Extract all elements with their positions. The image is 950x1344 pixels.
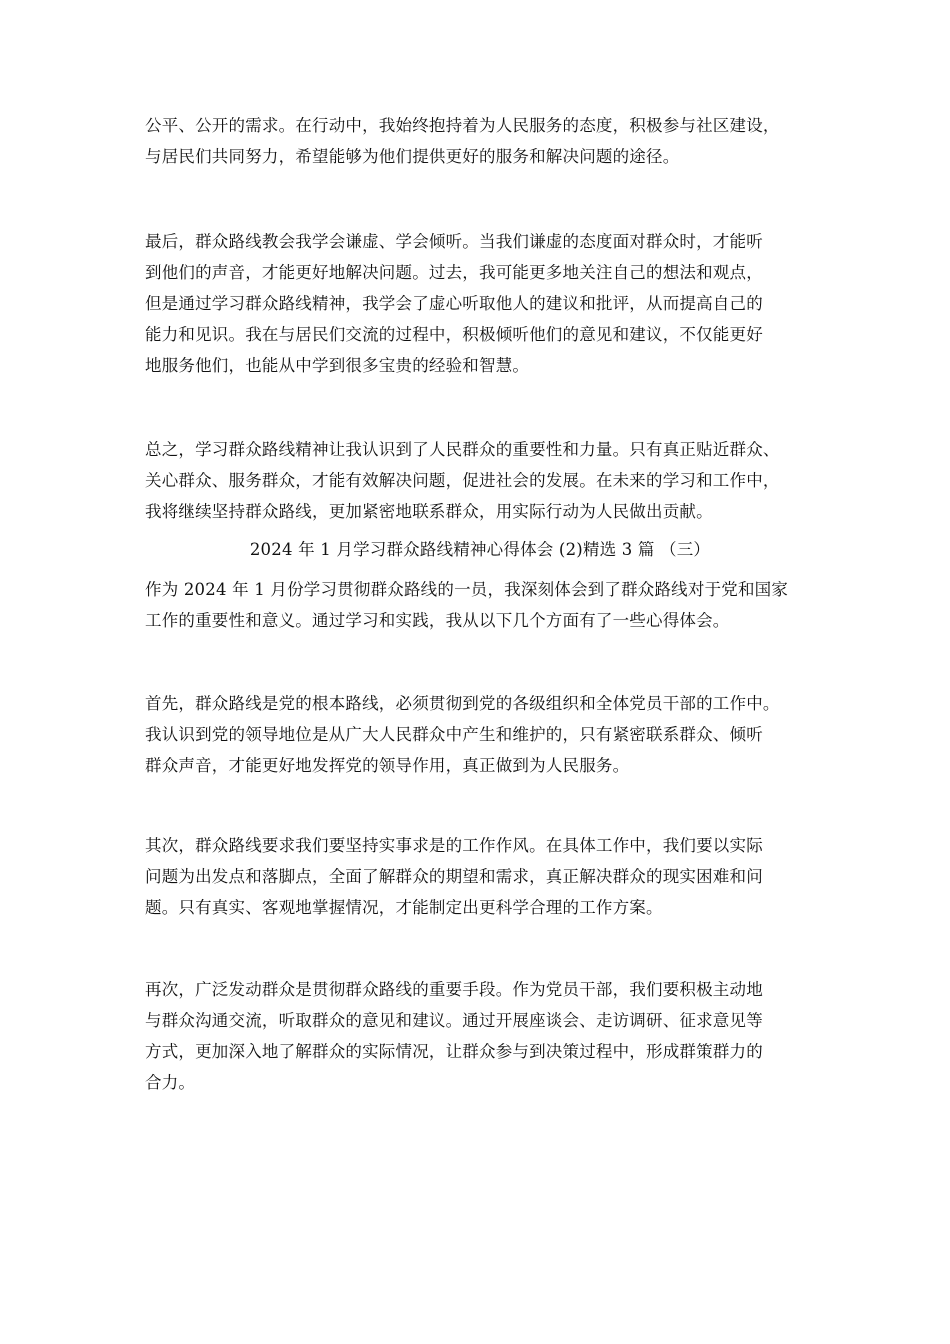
text-line: 工作的重要性和意义。通过学习和实践，我从以下几个方面有了一些心得体会。 bbox=[145, 611, 730, 630]
text-line: 能力和见识。我在与居民们交流的过程中，积极倾听他们的意见和建议，不仅能更好 bbox=[145, 325, 763, 344]
text-line: 其次，群众路线要求我们要坚持实事求是的工作作风。在具体工作中，我们要以实际 bbox=[145, 836, 763, 855]
text-line: 到他们的声音，才能更好地解决问题。过去，我可能更多地关注自己的想法和观点， bbox=[145, 263, 763, 282]
paragraph-2 bbox=[145, 226, 815, 381]
paragraph-7 bbox=[145, 974, 815, 1098]
text-line: 作为 2024 年 1 月份学习贯彻群众路线的一员，我深刻体会到了群众路线对于党和国家 bbox=[145, 580, 789, 599]
text-line: 地服务他们，也能从中学到很多宝贵的经验和智慧。 bbox=[145, 356, 530, 375]
text-line: 方式，更加深入地了解群众的实际情况，让群众参与到决策过程中，形成群策群力的 bbox=[145, 1042, 763, 1061]
text-line: 公平、公开的需求。在行动中，我始终抱持着为人民服务的态度，积极参与社区建设， bbox=[145, 116, 780, 135]
paragraph-6 bbox=[145, 830, 815, 923]
paragraph-4 bbox=[145, 574, 815, 636]
text-line: 与群众沟通交流，听取群众的意见和建议。通过开展座谈会、走访调研、征求意见等 bbox=[145, 1011, 763, 1030]
section-heading: 2024 年 1 月学习群众路线精神心得体会 (2)精选 3 篇 （三） bbox=[249, 540, 711, 559]
paragraph-5 bbox=[145, 688, 815, 781]
text-line: 合力。 bbox=[145, 1073, 196, 1092]
text-line: 问题为出发点和落脚点，全面了解群众的期望和需求，真正解决群众的现实困难和问 bbox=[145, 867, 763, 886]
text-line: 总之，学习群众路线精神让我认识到了人民群众的重要性和力量。只有真正贴近群众、 bbox=[145, 440, 780, 459]
text-line: 再次，广泛发动群众是贯彻群众路线的重要手段。作为党员干部，我们要积极主动地 bbox=[145, 980, 763, 999]
text-line: 群众声音，才能更好地发挥党的领导作用，真正做到为人民服务。 bbox=[145, 756, 630, 775]
text-line: 我将继续坚持群众路线，更加紧密地联系群众，用实际行动为人民做出贡献。 bbox=[145, 502, 713, 521]
paragraph-1 bbox=[145, 110, 815, 172]
text-line: 但是通过学习群众路线精神，我学会了虚心听取他人的建议和批评，从而提高自己的 bbox=[145, 294, 763, 313]
text-line: 首先，群众路线是党的根本路线，必须贯彻到党的各级组织和全体党员干部的工作中。 bbox=[145, 694, 780, 713]
text-line: 题。只有真实、客观地掌握情况，才能制定出更科学合理的工作方案。 bbox=[145, 898, 663, 917]
text-line: 最后，群众路线教会我学会谦虚、学会倾听。当我们谦虚的态度面对群众时，才能听 bbox=[145, 232, 763, 251]
text-line: 关心群众、服务群众，才能有效解决问题，促进社会的发展。在未来的学习和工作中， bbox=[145, 471, 780, 490]
paragraph-3 bbox=[145, 434, 815, 527]
text-line: 与居民们共同努力，希望能够为他们提供更好的服务和解决问题的途径。 bbox=[145, 147, 680, 166]
text-line: 我认识到党的领导地位是从广大人民群众中产生和维护的，只有紧密联系群众、倾听 bbox=[145, 725, 763, 744]
